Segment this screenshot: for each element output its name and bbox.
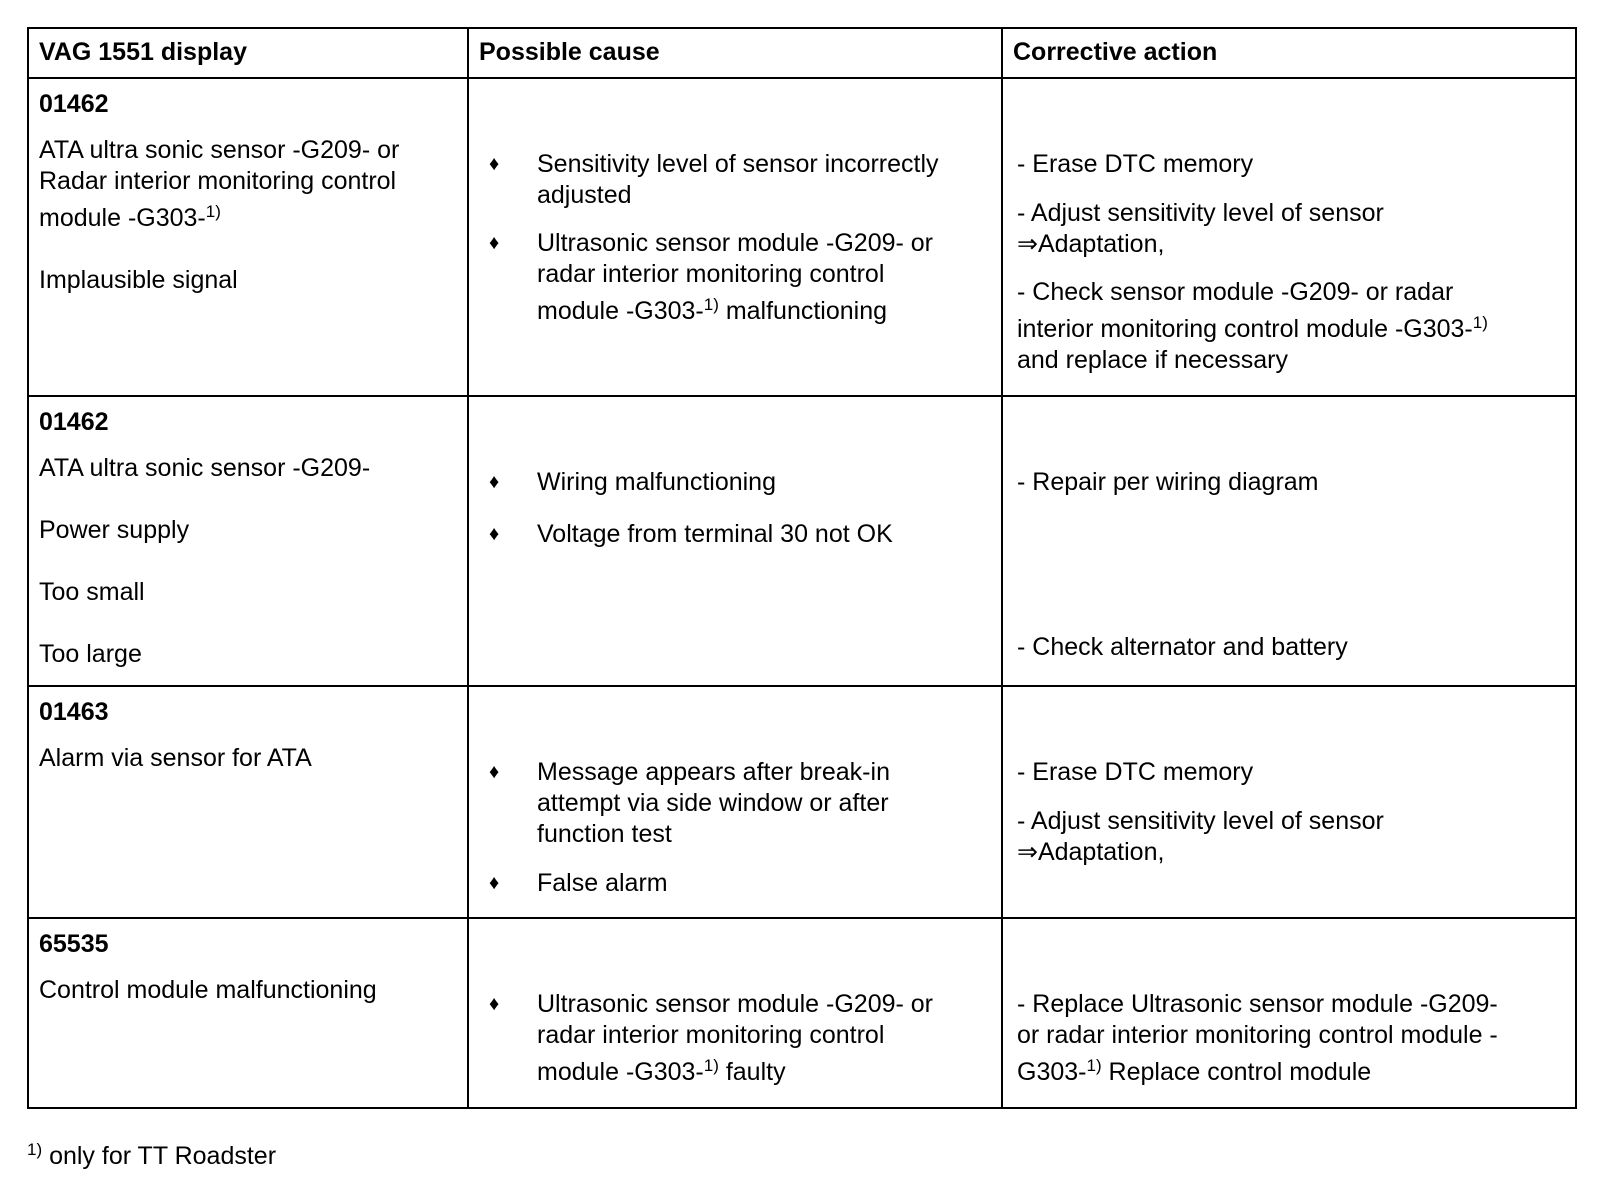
table-row <box>28 918 1576 1108</box>
bullet-icon: ♦ <box>489 872 500 894</box>
bullet-icon: ♦ <box>489 523 500 545</box>
header-possible-cause: Possible cause <box>468 28 1002 78</box>
bullet-icon: ♦ <box>489 232 500 254</box>
display-cell <box>28 686 468 918</box>
display-line: ATA ultra sonic sensor -G209- or <box>39 136 400 164</box>
footnote-ref: 1) <box>1472 313 1488 332</box>
display-cell <box>28 918 468 1108</box>
footnote <box>27 1141 276 1172</box>
display-line: ATA ultra sonic sensor -G209- <box>39 454 371 482</box>
cause-cell: ♦ Sensitivity level of sensor incorrectly adjusted ♦ Ultrasonic sensor module -G209- or radar interior monitoring control module -G303-$^{1)}$ malfunctioning <box>468 78 1002 396</box>
display-line: Radar interior monitoring control <box>39 167 397 195</box>
table-row <box>28 396 1576 686</box>
header-vag-display: VAG 1551 display <box>28 28 468 78</box>
display-line: module -G303-$^{1)}$ <box>39 202 221 232</box>
header-corrective-action: Corrective action <box>1002 28 1576 78</box>
dtc-code: 01462 <box>39 408 109 436</box>
bullet-icon: ♦ <box>489 761 500 783</box>
action-cell: - Erase DTC memory - Adjust sensitivity level of sensor ⇒Adaptation, <box>1002 686 1576 918</box>
action-cell: - Replace Ultrasonic sensor module -G209- or radar interior monitoring control module - G303-$^{1)}$ Replace control module <box>1002 918 1576 1108</box>
action-cell: - Repair per wiring diagram - Check alternator and battery <box>1002 396 1576 686</box>
footnote-ref: 1) <box>703 1056 719 1075</box>
bullet-icon: ♦ <box>489 993 500 1015</box>
bullet-icon: ♦ <box>489 471 500 493</box>
bullet-icon: ♦ <box>489 153 500 175</box>
display-line: Too large <box>39 640 142 668</box>
display-line: Implausible signal <box>39 266 238 294</box>
display-line: Too small <box>39 578 145 606</box>
dtc-code: 01462 <box>39 90 109 118</box>
table-row <box>28 78 1576 396</box>
display-line: Control module malfunctioning <box>39 976 377 1004</box>
footnote-mark: 1) <box>27 1140 43 1159</box>
footnote-ref: 1) <box>703 295 719 314</box>
cause-cell: ♦ Message appears after break-in attempt via side window or after function test ♦ False alarm <box>468 686 1002 918</box>
display-cell <box>28 78 468 396</box>
cause-cell: ♦ Wiring malfunctioning ♦ Voltage from terminal 30 not OK <box>468 396 1002 686</box>
dtc-code: 01463 <box>39 698 109 726</box>
dtc-code: 65535 <box>39 930 109 958</box>
cause-cell: ♦ Ultrasonic sensor module -G209- or radar interior monitoring control module -G303-$^{1)}$ faulty <box>468 918 1002 1108</box>
display-line: Power supply <box>39 516 190 544</box>
footnote-ref: 1) <box>1086 1056 1102 1075</box>
table-header-row <box>28 28 1576 78</box>
display-cell <box>28 396 468 686</box>
footnote-ref: 1) <box>205 202 221 221</box>
footnote-text: only for TT Roadster <box>42 1142 277 1170</box>
action-cell: - Erase DTC memory - Adjust sensitivity level of sensor ⇒Adaptation, - Check sensor module -G209- or radar interior monitoring control module -G303-$^{1)}$ and replace if necessary <box>1002 78 1576 396</box>
dtc-table <box>27 27 1577 1109</box>
display-line: Alarm via sensor for ATA <box>39 744 312 772</box>
table-row <box>28 686 1576 918</box>
